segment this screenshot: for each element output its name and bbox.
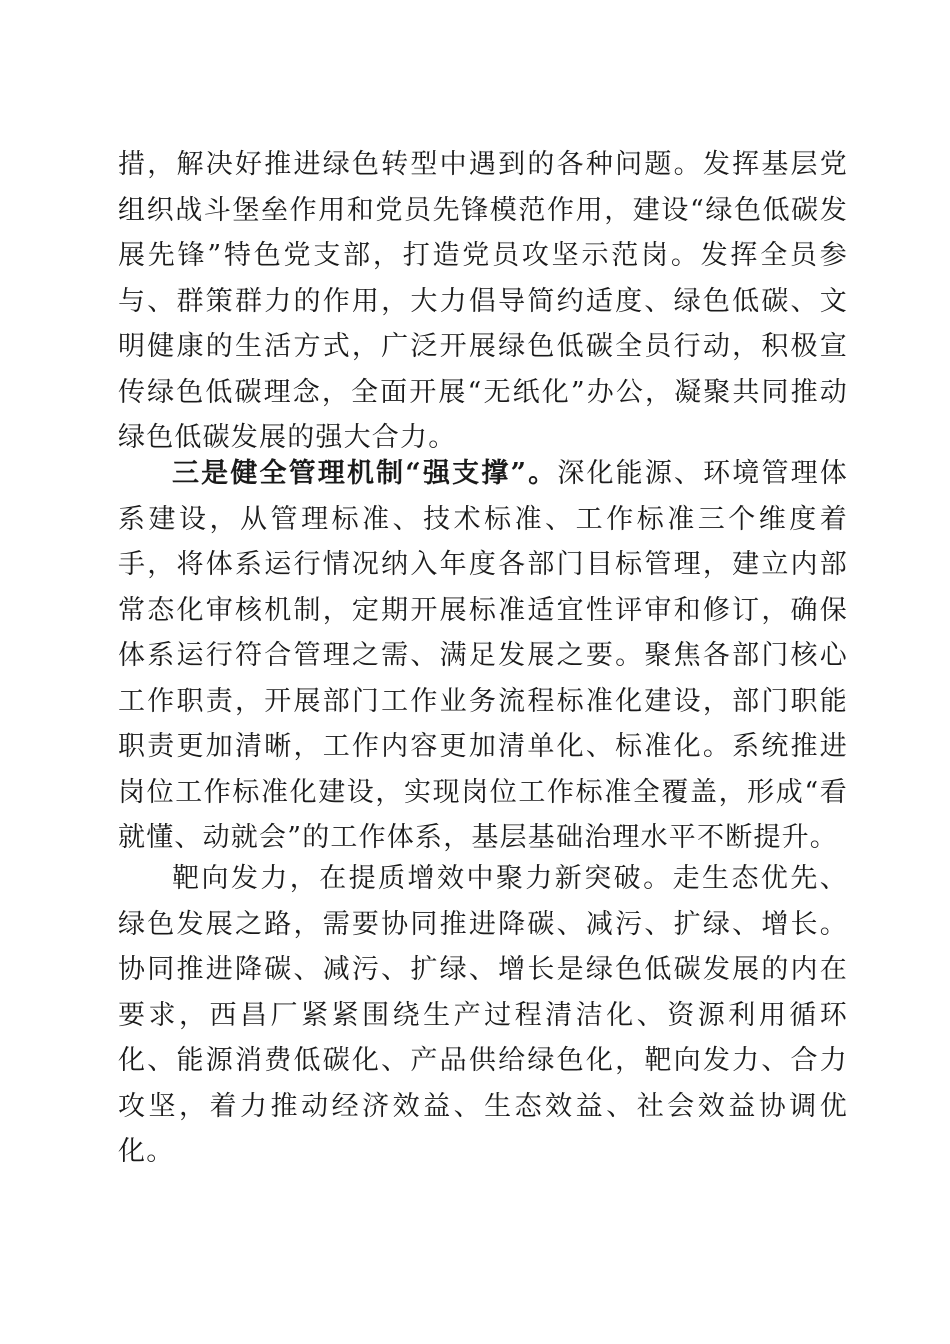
paragraph-lead-heading: 三是健全管理机制“强支撑”。 bbox=[172, 458, 558, 489]
paragraph-management-mechanism bbox=[118, 451, 848, 861]
paragraph-body: 深化能源、环境管理体系建设，从管理标准、技术标准、工作标准三个维度着手，将体系运行情况纳入年度各部门目标管理，建立内部常态化审核机制，定期开展标准适宜性评审和修订，确保体系运行符合管理之需、满足发展之要。聚焦各部门核心工作职责，开展部门工作业务流程标准化建设，部门职能职责更加清晰，工作内容更加清单化、标准化。系统推进岗位工作标准化建设，实现岗位工作标准全覆盖，形成“看就懂、动就会”的工作体系，基层基础治理水平不断提升。 bbox=[118, 458, 848, 853]
paragraph-continuation: 措，解决好推进绿色转型中遇到的各种问题。发挥基层党组织战斗堡垒作用和党员先锋模范作用，建设“绿色低碳发展先锋”特色党支部，打造党员攻坚示范岗。发挥全员参与、群策群力的作用，大力倡导简约适度、绿色低碳、文明健康的生活方式，广泛开展绿色低碳全员行动，积极宣传绿色低碳理念，全面开展“无纸化”办公，凝聚共同推动绿色低碳发展的强大合力。 bbox=[118, 149, 848, 453]
paragraph-targeted-effort: 靶向发力，在提质增效中聚力新突破。走生态优先、绿色发展之路，需要协同推进降碳、减污、扩绿、增长。协同推进降碳、减污、扩绿、增长是绿色低碳发展的内在要求，西昌厂紧紧围绕生产过程清洁化、资源利用循环化、能源消费低碳化、产品供给绿色化，靶向发力、合力攻坚，着力推动经济效益、生态效益、社会效益协调优化。 bbox=[118, 863, 848, 1167]
